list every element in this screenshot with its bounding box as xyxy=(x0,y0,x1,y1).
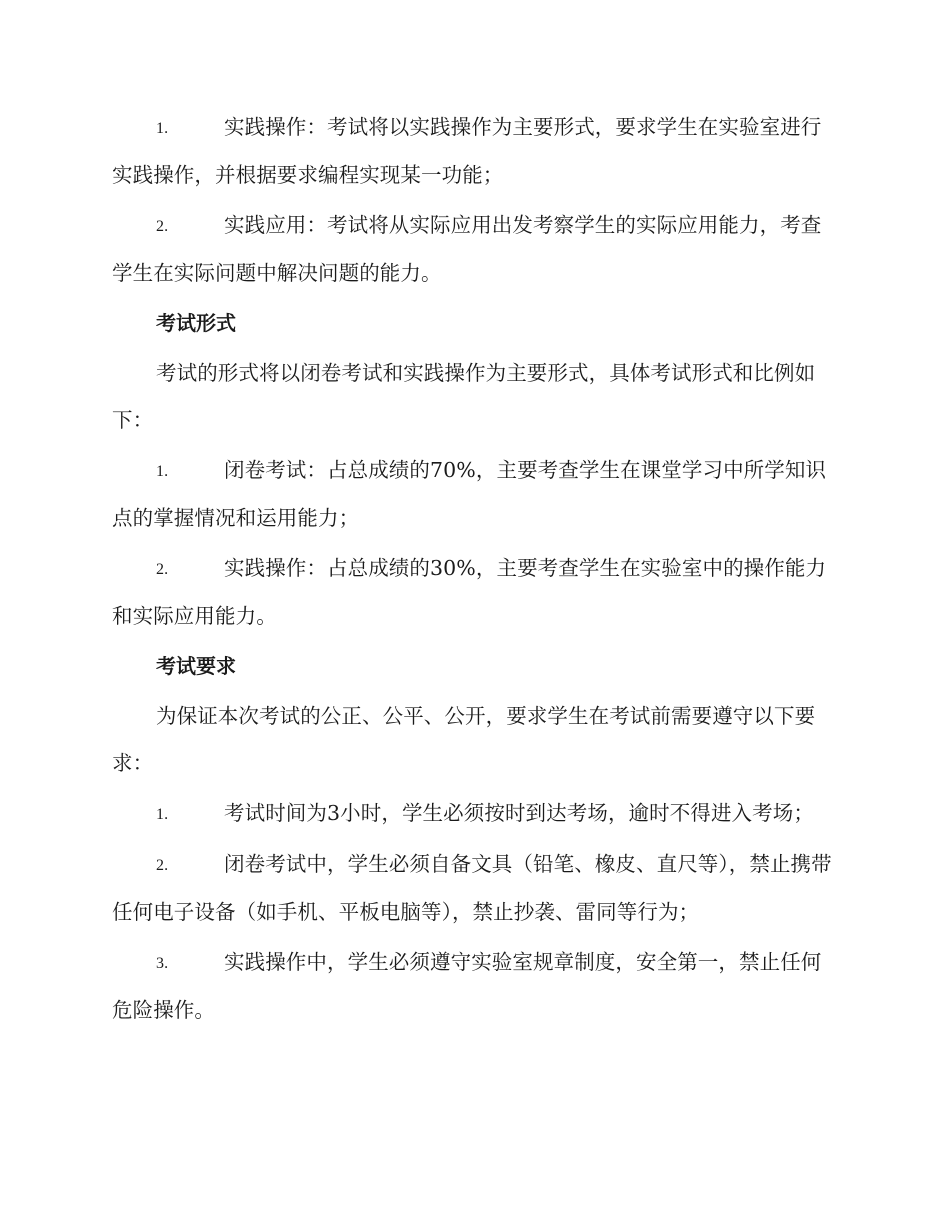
list-item xyxy=(112,202,836,297)
document-page xyxy=(112,104,836,1037)
list-number: 1. xyxy=(156,120,169,137)
list-number: 1. xyxy=(156,463,169,480)
list-text: 实践操作中，学生必须遵守实验室规章制度，安全第一，禁止任何危险操作。 xyxy=(112,950,822,1022)
list-text: 实践操作：占总成绩的30%，主要考查学生在实验室中的操作能力和实际应用能力。 xyxy=(112,556,827,628)
list-number: 1. xyxy=(156,806,169,823)
section-heading-exam-format: 考试形式 xyxy=(156,311,236,335)
list-number: 3. xyxy=(156,955,169,972)
list-item xyxy=(112,545,836,640)
list-item xyxy=(112,939,836,1034)
list-text: 考试时间为3小时，学生必须按时到达考场，逾时不得进入考场； xyxy=(224,801,814,825)
section-heading-exam-requirements: 考试要求 xyxy=(156,654,236,678)
list-text: 闭卷考试：占总成绩的70%，主要考查学生在课堂学习中所学知识点的掌握情况和运用能力； xyxy=(112,458,827,530)
list-text: 实践应用：考试将从实际应用出发考察学生的实际应用能力，考查学生在实际问题中解决问题的能力。 xyxy=(112,213,822,285)
list-number: 2. xyxy=(156,561,169,578)
list-item xyxy=(112,104,836,199)
list-number: 2. xyxy=(156,857,169,874)
section-intro-exam-format: 考试的形式将以闭卷考试和实践操作为主要形式，具体考试形式和比例如下： xyxy=(112,361,816,432)
list-item xyxy=(112,447,836,542)
list-item xyxy=(112,841,836,936)
list-item xyxy=(112,790,836,838)
list-number: 2. xyxy=(156,218,169,235)
list-text: 闭卷考试中，学生必须自备文具（铅笔、橡皮、直尺等），禁止携带任何电子设备（如手机、平板电脑等），禁止抄袭、雷同等行为； xyxy=(112,852,832,924)
list-text: 实践操作：考试将以实践操作为主要形式，要求学生在实验室进行实践操作，并根据要求编程实现某一功能； xyxy=(112,115,822,187)
section-intro-exam-requirements: 为保证本次考试的公正、公平、公开，要求学生在考试前需要遵守以下要求： xyxy=(112,704,816,775)
